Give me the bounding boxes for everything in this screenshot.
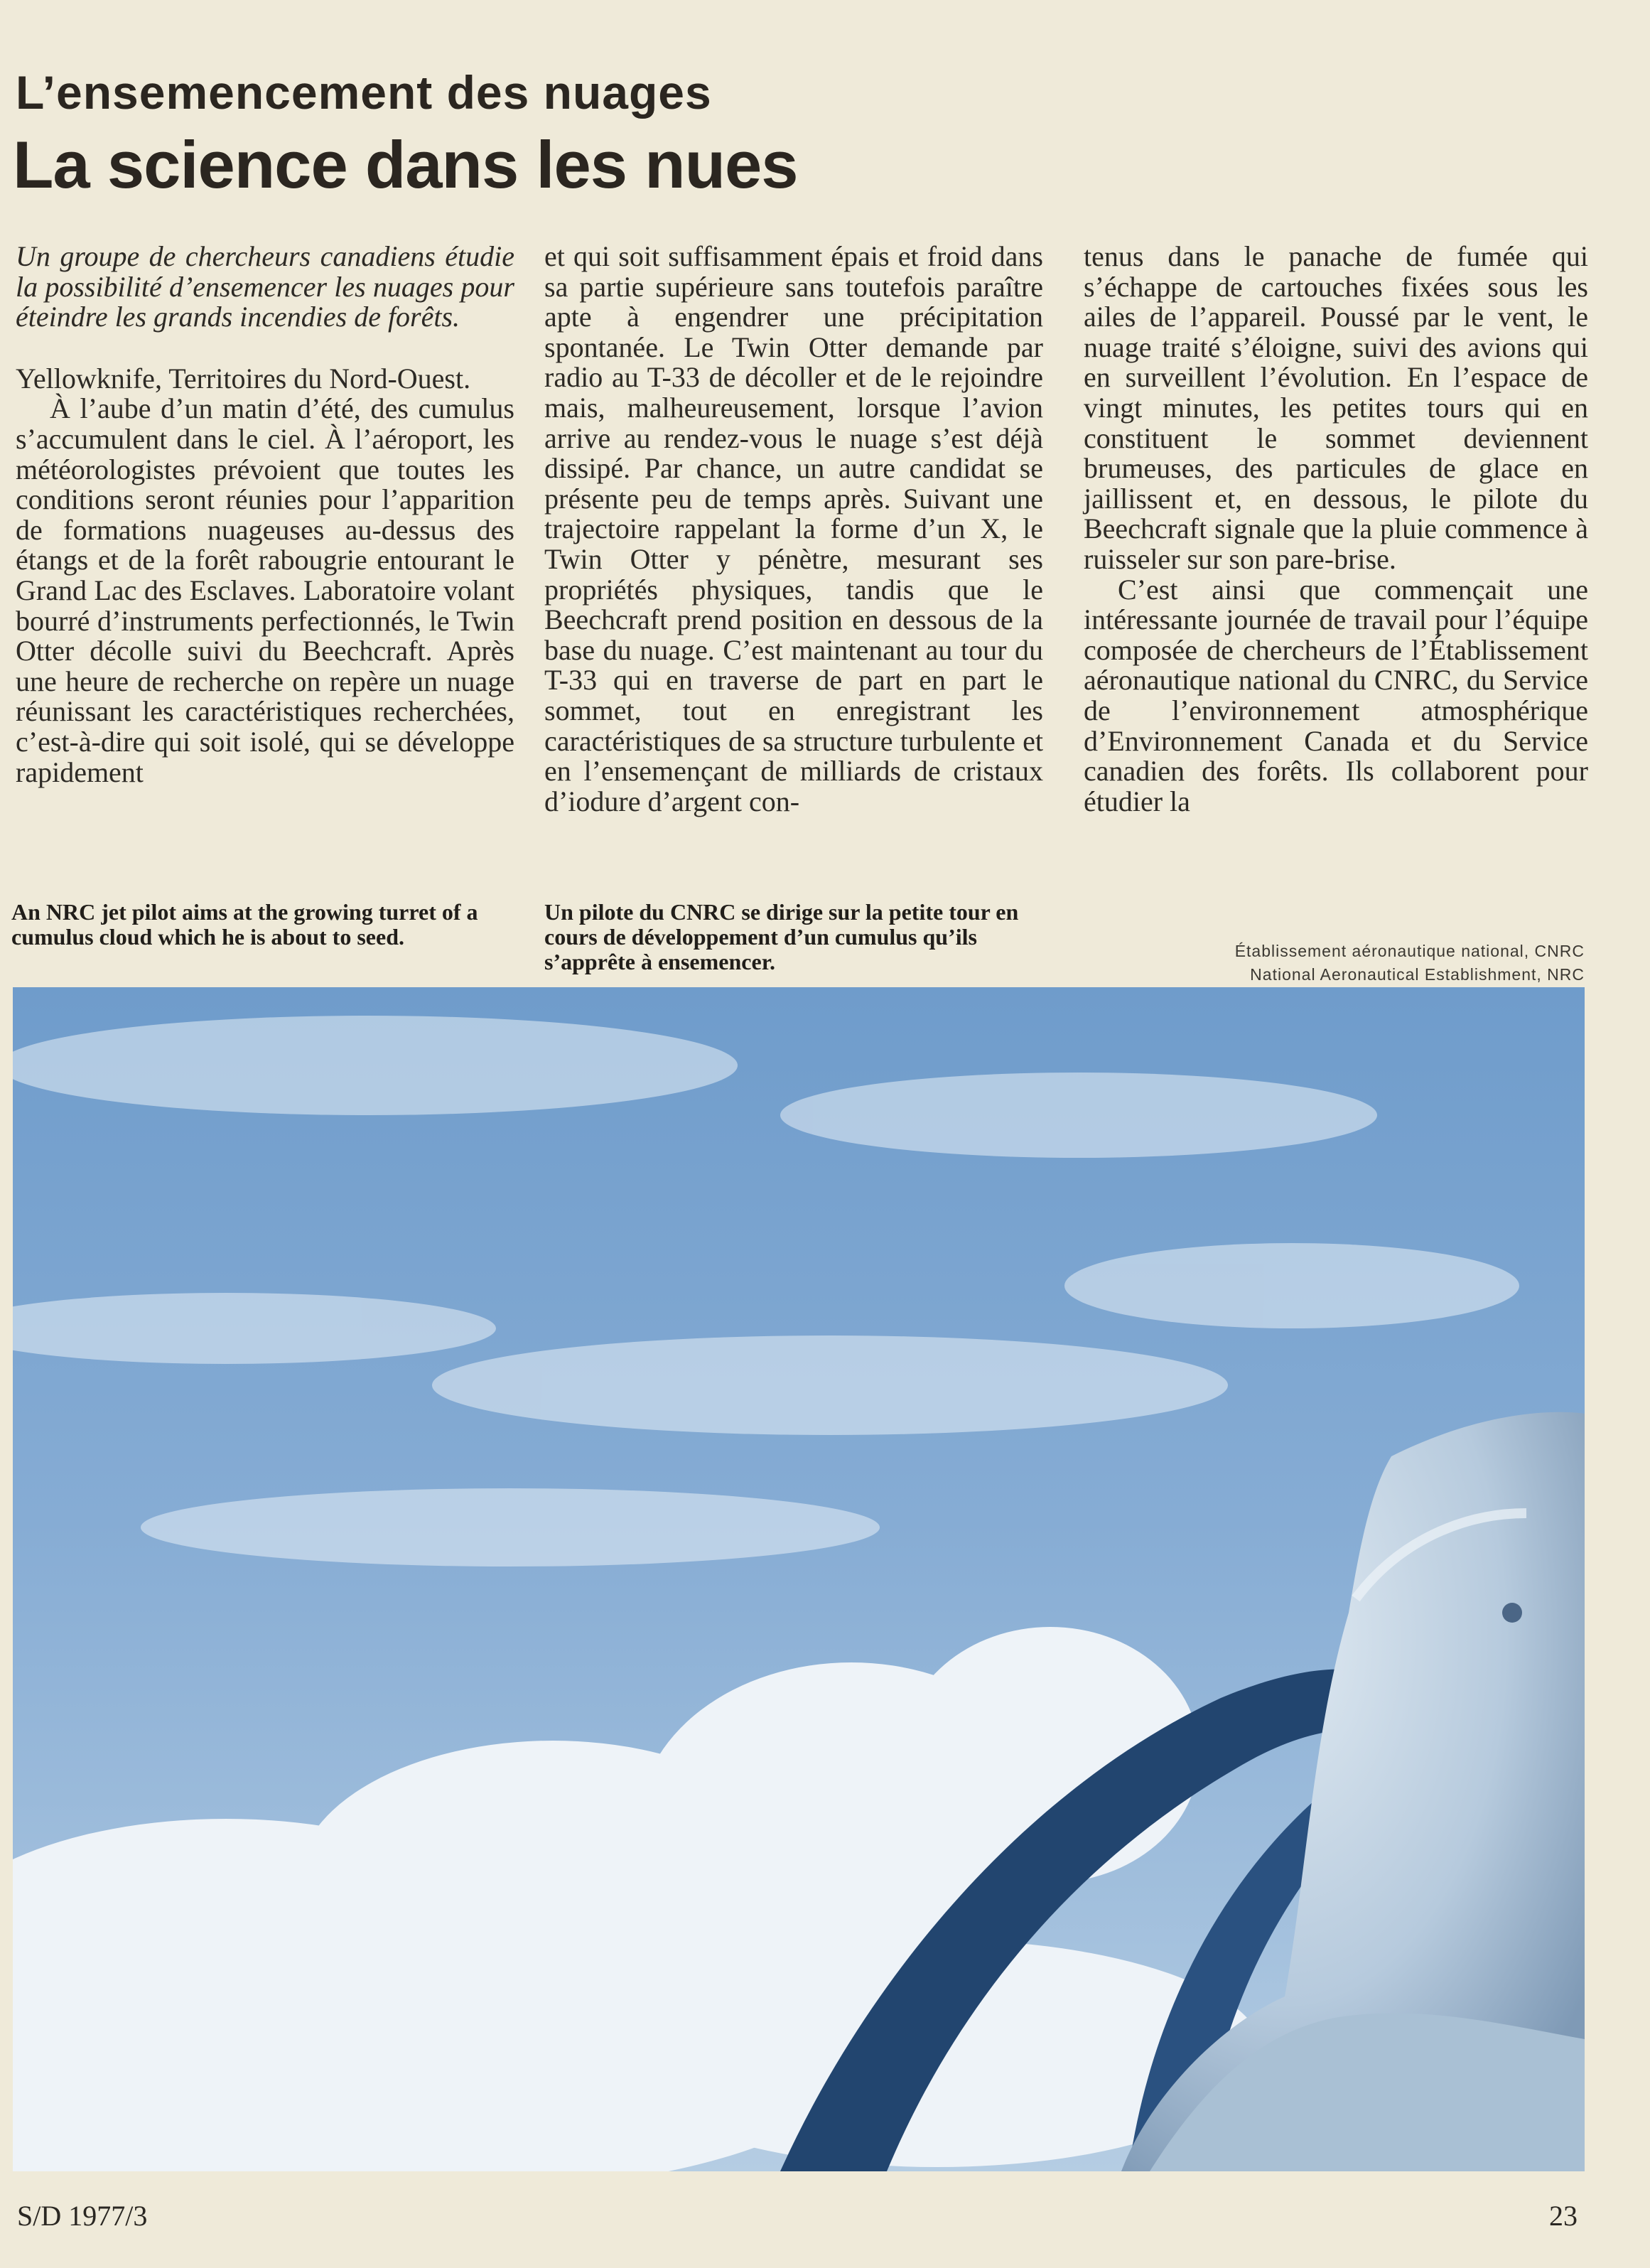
article-headline: La science dans les nues [13, 127, 798, 202]
cockpit-photo-illustration [13, 987, 1585, 2171]
text-column-2 [544, 242, 1043, 817]
text-column-1 [16, 242, 514, 788]
photo-credit [1235, 940, 1585, 987]
photo-credit-line: National Aeronautical Establishment, NRC [1250, 965, 1585, 984]
caption-french: Un pilote du CNRC se dirige sur la petite tour en cours de développement d’un cumulus qu’ils s’apprête à ensemencer. [544, 899, 1019, 974]
body-paragraph: C’est ainsi que commençait une intéressante journée de travail pour l’équipe composée de chercheurs de l’Établissement aéronautique national du CNRC, du Service de l’environnement atmosphérique d’Environnement Canada et du Service canadien des forêts. Ils collaborent pour étudier la [1084, 573, 1588, 817]
body-paragraph: À l’aube d’un matin d’été, des cumulus s’accumulent dans le ciel. À l’aéroport, les météorologistes prévoient que toutes les conditions seront réunies pour l’apparition de formations nuageuses au-dessus des étangs et de la forêt rabougrie entourant le Grand Lac des Esclaves. Laboratoire volant bourré d’instruments perfectionnés, le Twin Otter décolle suivi du Beechcraft. Après une heure de recherche on repère un nuage réunissant les caractéristiques recherchées, c’est-à-dire qui soit isolé, qui se développe rapidement [16, 392, 514, 788]
cockpit-photo [13, 987, 1585, 2171]
body-paragraph: et qui soit suffisamment épais et froid dans sa partie supérieure sans toutefois paraître apte à engendrer une précipitation spontanée. Le Twin Otter demande par radio au T-33 de décoller et de le rejoindre mais, malheureusement, lorsque l’avion arrive au rendez-vous le nuage s’est déjà dissipé. Par chance, un autre candidat se présente peu de temps après. Suivant une trajectoire rappelant la forme d’un X, le Twin Otter y pénètre, mesurant ses propriétés physiques, tandis que le Beechcraft prend position en dessous de la base du nuage. C’est maintenant au tour du T-33 qui en traverse de part en part le sommet, tout en enregistrant les caractéristiques de sa structure turbulente et en l’ensemençant de milliards de cristaux d’iodure d’argent con- [544, 240, 1043, 817]
body-paragraph: tenus dans le panache de fumée qui s’échappe de cartouches fixées sous les ailes de l’appareil. Poussé par le vent, le nuage traité s’éloigne, suivi des avions qui en surveillent l’évolution. En l’espace de vingt minutes, les petites tours qui en constituent le sommet deviennent brumeuses, des particules de glace en jaillissent et, en dessous, le pilote du Beechcraft signale que la pluie commence à ruisseler sur son pare-brise. [1084, 240, 1588, 575]
caption-english: An NRC jet pilot aims at the growing turret of a cumulus cloud which he is about to seed. [11, 899, 478, 950]
publication-footer: S/D 1977/3 [17, 2200, 148, 2232]
article-kicker: L’ensemencement des nuages [16, 66, 712, 119]
dateline-paragraph: Yellowknife, Territoires du Nord-Ouest. [16, 362, 471, 394]
text-column-3 [1084, 242, 1588, 817]
article-deck: Un groupe de chercheurs canadiens étudie la possibilité d’ensemencer les nuages pour éteindre les grands incendies de forêts. [16, 240, 514, 333]
page-number: 23 [1549, 2200, 1578, 2232]
photo-credit-line: Établissement aéronautique national, CNRC [1234, 942, 1585, 960]
